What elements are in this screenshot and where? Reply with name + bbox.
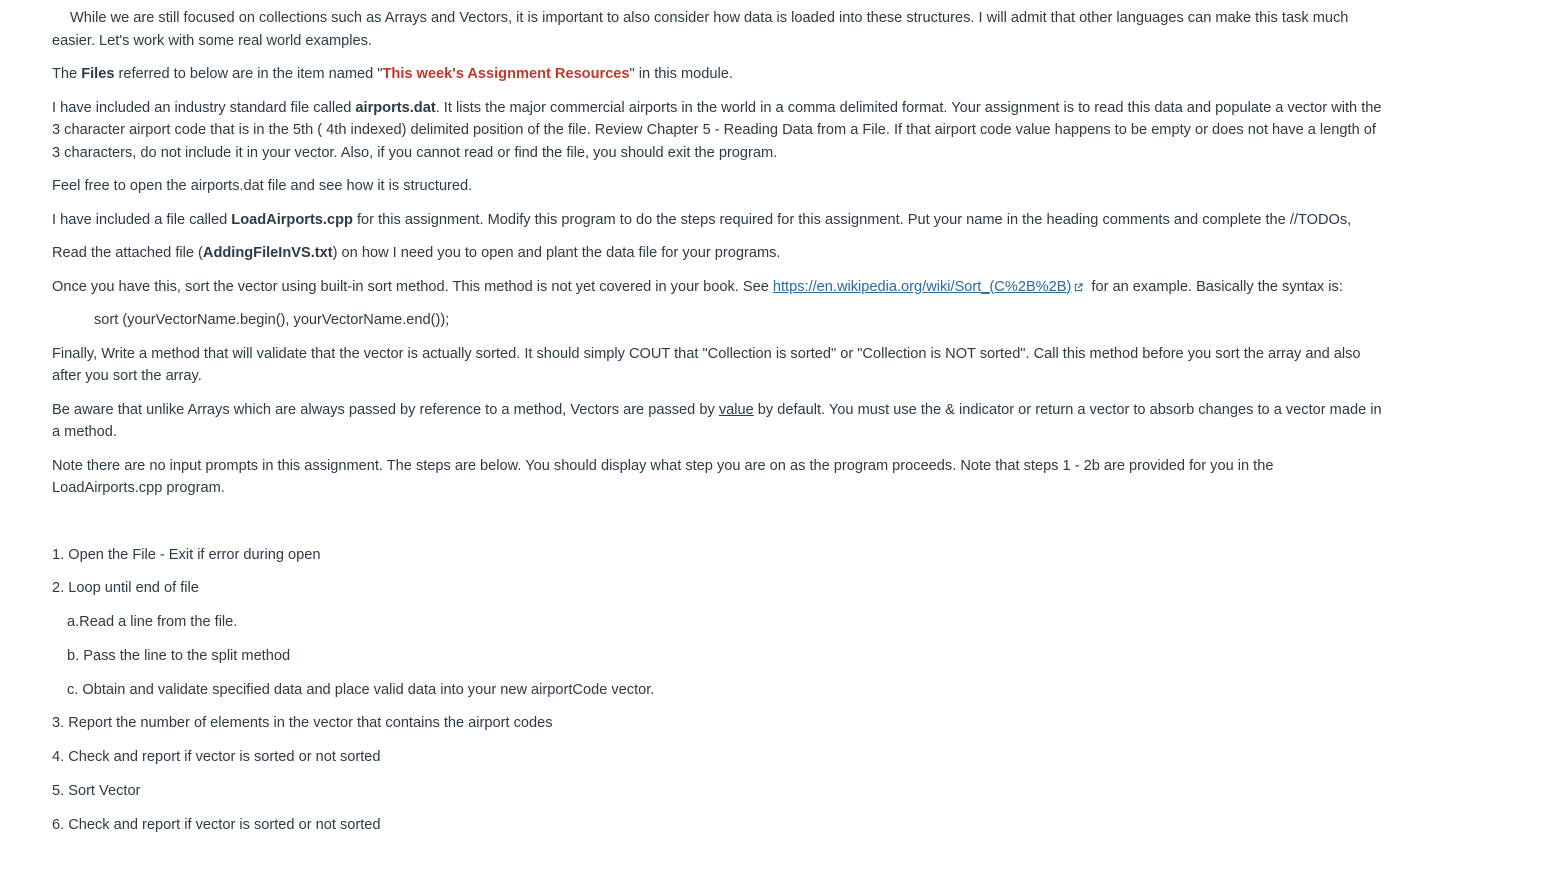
pass-by-value-paragraph: Be aware that unlike Arrays which are always passed by reference to a method, Vectors are passed by value by default. You must use the & indicator or return a vector to absorb changes to a vector made in a method. [52,401,1382,440]
loadairports-paragraph: I have included a file called LoadAirports.cpp for this assignment. Modify this program to do the steps required for this assignment. Put your name in the heading comments and complete the //TODOs, [52,211,1352,228]
airports-paragraph: I have included an industry standard file called airports.dat. It lists the major commercial airports in the world in a comma delimited format. Your assignment is to read this data and populate a vector with the 3 character airport code that is in the 5th ( 4th indexed) delimited position of the file. Review Chapter 5 - Reading Data from a File. If that airport code value happens to be empty or does not have a length of 3 characters, do not include it in your vector. Also, if you cannot read or find the file, you should exit the program. [52,99,1382,161]
intro-paragraph: While we are still focused on collections such as Arrays and Vectors, it is important to also consider how data is loaded into these structures. I will admit that other languages can make this task much easier. Let's work with some real world examples. [52,10,1349,49]
assignment-body [52,7,1382,848]
sort-paragraph: Once you have this, sort the vector using built-in sort method. This method is not yet covered in your book. See https://en.wikipedia.org/wiki/Sort_(C%2B%2B) for an example. Basically the syntax is: [52,278,1343,295]
step-4: 4. Check and report if vector is sorted or not sorted [52,749,381,766]
steps-intro-paragraph: Note there are no input prompts in this assignment. The steps are below. You should display what step you are on as the program proceeds. Note that steps 1 - 2b are provided for you in the LoadAirports.cpp program. [52,457,1274,496]
step-5: 5. Sort Vector [52,783,141,800]
step-2a: a.Read a line from the file. [67,614,238,631]
step-2: 2. Loop until end of file [52,580,199,597]
attached-file-paragraph: Read the attached file (AddingFileInVS.txt) on how I need you to open and plant the data file for your programs. [52,245,781,261]
validate-paragraph: Finally, Write a method that will validate that the vector is actually sorted. It should simply COUT that "Collection is sorted" or "Collection is NOT sorted". Call this method before you sort the array and also after you sort the array. [52,345,1361,384]
assignment-resources-reference: This week's Assignment Resources [382,66,630,82]
value-term: value [718,401,754,418]
external-link-icon[interactable] [1074,283,1083,292]
wikipedia-sort-link[interactable]: https://en.wikipedia.org/wiki/Sort_(C%2B%2B) [772,278,1072,295]
airports-file-name: airports.dat [355,99,436,116]
loadairports-file-name: LoadAirports.cpp [231,211,353,228]
structure-paragraph: Feel free to open the airports.dat file and see how it is structured. [52,178,473,194]
step-2b: b. Pass the line to the split method [67,647,291,664]
files-label: Files [81,66,115,82]
step-2c: c. Obtain and validate specified data and place valid data into your new airportCode vector. [67,681,655,698]
files-paragraph: The Files referred to below are in the item named "This week's Assignment Resources" in this module. [52,66,733,82]
step-6: 6. Check and report if vector is sorted or not sorted [52,816,381,833]
step-3: 3. Report the number of elements in the vector that contains the airport codes [52,715,553,732]
step-1: 1. Open the File - Exit if error during open [52,546,321,563]
adding-file-name: AddingFileInVS.txt [202,245,333,261]
sort-syntax-example: sort (yourVectorName.begin(), yourVectorName.end()); [94,312,450,328]
